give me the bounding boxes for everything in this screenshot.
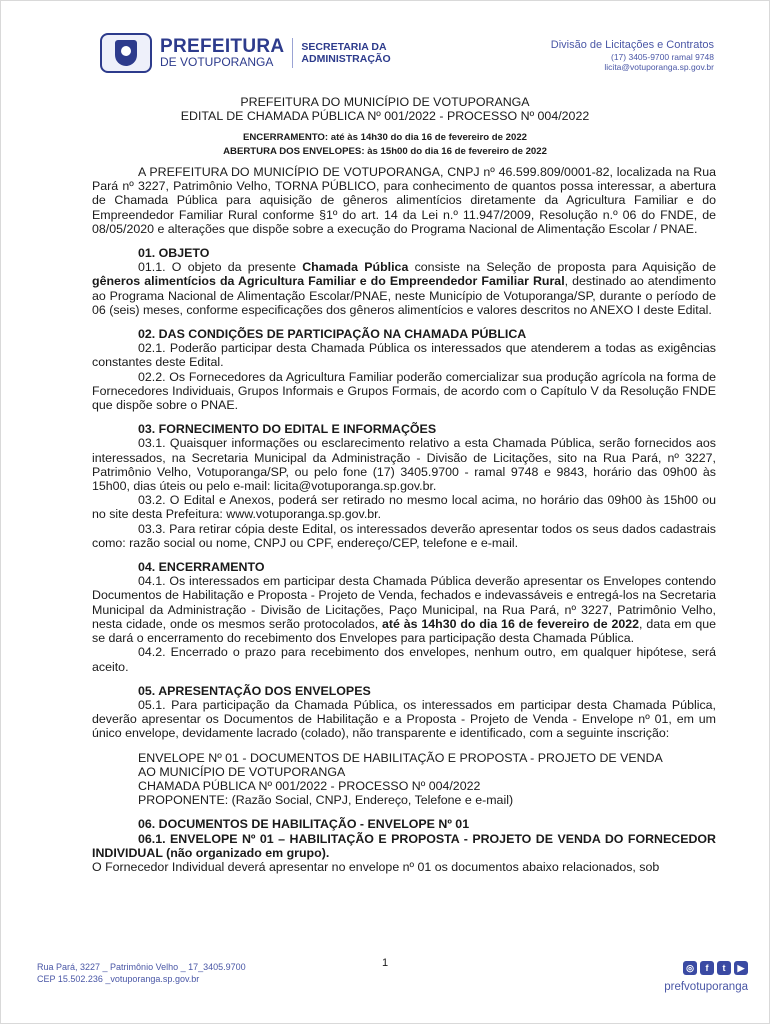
facebook-icon[interactable]: f (700, 961, 714, 975)
section-4-paragraph-1 (92, 574, 716, 645)
contact-phone: (17) 3405-9700 ramal 9748 (610, 51, 714, 62)
page-number: 1 (381, 957, 389, 969)
section-5-heading: 05. APRESENTAÇÃO DOS ENVELOPES (138, 683, 371, 698)
encerramento-notice: ENCERRAMENTO: até às 14h30 do dia 16 de fevereiro de 2022 (242, 132, 527, 143)
envelope-line-4: PROPONENTE: (Razão Social, CNPJ, Endereço, Telefone e e-mail) (138, 793, 514, 808)
city-crest-icon (100, 33, 152, 73)
section-2-paragraph-2: 02.2. Os Fornecedores da Agricultura Familiar poderão comercializar sua produção agrícola na forma de Fornecedores Individuais, Grupos Informais e Grupos Formais, de acordo com o Capítulo V da Resolução FNDE que dispõe sobre o PNAE. (92, 369, 716, 413)
envelope-line-3: CHAMADA PÚBLICA Nº 001/2022 - PROCESSO Nº 004/2022 (138, 778, 481, 793)
intro-paragraph: A PREFEITURA DO MUNICÍPIO DE VOTUPORANGA, CNPJ nº 46.599.809/0001-82, localizada na Rua Pará nº 3227, Patrimônio Velho, TORNA PÚBLICO, para conhecimento de quantos possa interessar, a abertura de Chamada Pública para aquisição de gêneros alimentícios diretamente da Agricultura Familiar e do Empreendedor Familiar Rural conforme §1º do art. 14 da Lei n.º 11.947/2009, Resolução n.º 06 do FNDE, de 08/05/2020 e alterações que dispõe sobre a execução do Programa Nacional de Alimentação Escolar / PNAE. (92, 165, 716, 236)
abertura-notice: ABERTURA DOS ENVELOPES: às 15h00 do dia 16 de fevereiro de 2022 (223, 146, 547, 157)
department-name: Divisão de Licitações e Contratos (550, 39, 714, 51)
s1-bold-d: gêneros alimentícios da Agricultura Familiar e do Empreendedor Familiar Rural (92, 274, 565, 289)
envelope-inscription (92, 751, 716, 808)
prefeitura-logo (100, 30, 391, 76)
contact-block (551, 39, 714, 72)
s1-text-a: 01.1. O objeto da presente (138, 260, 303, 275)
section-6-heading: 06. DOCUMENTOS DE HABILITAÇÃO - ENVELOPE Nº 01 (138, 817, 470, 832)
social-handle[interactable]: prefvotuporanga (664, 981, 748, 993)
doc-title-line2: EDITAL DE CHAMADA PÚBLICA Nº 001/2022 - PROCESSO Nº 004/2022 (180, 109, 590, 123)
logo-title: PREFEITURA (160, 36, 285, 57)
section-6-subheading: 06.1. ENVELOPE Nº 01 – HABILITAÇÃO E PROPOSTA - PROJETO DE VENDA DO FORNECEDOR INDIVIDUAL (não organizado em grupo). (92, 831, 716, 860)
twitter-icon[interactable]: t (717, 961, 731, 975)
footer-address-line2: CEP 15.502.236 _votuporanga.sp.gov.br (37, 974, 200, 984)
doc-title-line1: PREFEITURA DO MUNICÍPIO DE VOTUPORANGA (240, 95, 530, 109)
s4-bold-deadline: até às 14h30 do dia 16 de fevereiro de 2022 (382, 616, 640, 631)
envelope-line-2: AO MUNICÍPIO DE VOTUPORANGA (138, 764, 346, 779)
instagram-icon[interactable]: ◎ (683, 961, 697, 975)
section-3-paragraph-1: 03.1. Quaisquer informações ou esclarecimento relativo a esta Chamada Pública, serão fornecidos aos interessados, na Secretaria Municipal da Administração - Divisão de Licitações, sito na Rua Pará, nº 3227, Patrimônio Velho, Votuporanga/SP, ou pelo fone (17) 3405.9700 - ramal 9748 e 9843, horário das 09h00 às 15h00, dias úteis ou pelo e-mail: licita@votuporanga.sp.gov.br. (92, 436, 716, 494)
envelope-line-1: ENVELOPE Nº 01 - DOCUMENTOS DE HABILITAÇÃO E PROPOSTA - PROJETO DE VENDA (138, 750, 663, 765)
section-3-paragraph-3: 03.3. Para retirar cópia deste Edital, os interessados deverão apresentar todos os seus dados cadastrais como: razão social ou nome, CNPJ ou CPF, endereço/CEP, telefone e e-mail. (92, 521, 716, 550)
s1-text-e: , destinado ao atendimento ao Programa Nacional de Alimentação Escolar/PNAE, neste Município de Votuporanga/SP, durante o período de 06 (seis) meses, conforme especificações dos gêneros alimentícios e valores descritos no ANEXO I deste Edital. (92, 274, 716, 317)
section-6-paragraph-1: O Fornecedor Individual deverá apresentar no envelope nº 01 os documentos abaixo relacionados, sob (92, 859, 660, 874)
document-body (92, 165, 716, 874)
youtube-icon[interactable]: ▶ (734, 961, 748, 975)
s1-text-c: consiste na Seleção de proposta para Aquisição de (408, 260, 717, 275)
letterhead (100, 30, 720, 76)
logo-divider (292, 38, 293, 68)
section-5-paragraph-1: 05.1. Para participação da Chamada Pública, os interessados em participar desta Chamada Pública, deverão apresentar os Documentos de Habilitação e a Proposta - Projeto de Venda - Envelope nº 01, em um único envelope, devidamente lacrado (colado), não transparente e identificado, com a seguinte inscrição: (92, 697, 716, 741)
section-2-paragraph-1: 02.1. Poderão participar desta Chamada Pública os interessados que atenderem a todas as exigências constantes deste Edital. (92, 341, 716, 370)
footer-address-line1: Rua Pará, 3227 _ Patrimônio Velho _ 17_3405.9700 (37, 962, 246, 972)
section-3-paragraph-2: 03.2. O Edital e Anexos, poderá ser retirado no mesmo local acima, no horário das 09h00 às 15h00 ou no site desta Prefeitura: www.votuporanga.sp.gov.br. (92, 493, 716, 522)
footer-social (664, 961, 748, 994)
contact-email: licita@votuporanga.sp.gov.br (604, 61, 714, 72)
section-4-paragraph-2: 04.2. Encerrado o prazo para recebimento dos envelopes, nenhum outro, em qualquer hipótese, será aceito. (92, 645, 716, 674)
s4-text-c: , data em que se dará o encerramento do recebimento dos Envelopes para participação desta Chamada Pública. (92, 616, 716, 646)
section-1-paragraph (92, 260, 716, 317)
s1-bold-b: Chamada Pública (302, 260, 409, 275)
secretaria-line2: ADMINISTRAÇÃO (301, 53, 391, 65)
section-4-heading: 04. ENCERRAMENTO (138, 560, 265, 575)
section-2-heading: 02. DAS CONDIÇÕES DE PARTICIPAÇÃO NA CHAMADA PÚBLICA (138, 327, 527, 342)
footer-address (37, 961, 246, 985)
logo-city: DE VOTUPORANGA (160, 55, 274, 69)
section-1-heading: 01. OBJETO (138, 246, 210, 261)
secretaria-line1: SECRETARIA DA (301, 41, 387, 53)
section-3-heading: 03. FORNECIMENTO DO EDITAL E INFORMAÇÕES (138, 422, 437, 437)
s4-text-a: 04.1. Os interessados em participar desta Chamada Pública deverão apresentar os Envelopes contendo Documentos de Habilitação e Proposta - Projeto de Venda, fechados e indevassáveis e entregá-los na Secretaria Municipal da Administração - Divisão de Licitações, Paço Municipal, na Rua Pará, nº 3227, Patrimônio Velho, nesta cidade, onde os mesmos serão protocolados, (92, 574, 716, 631)
